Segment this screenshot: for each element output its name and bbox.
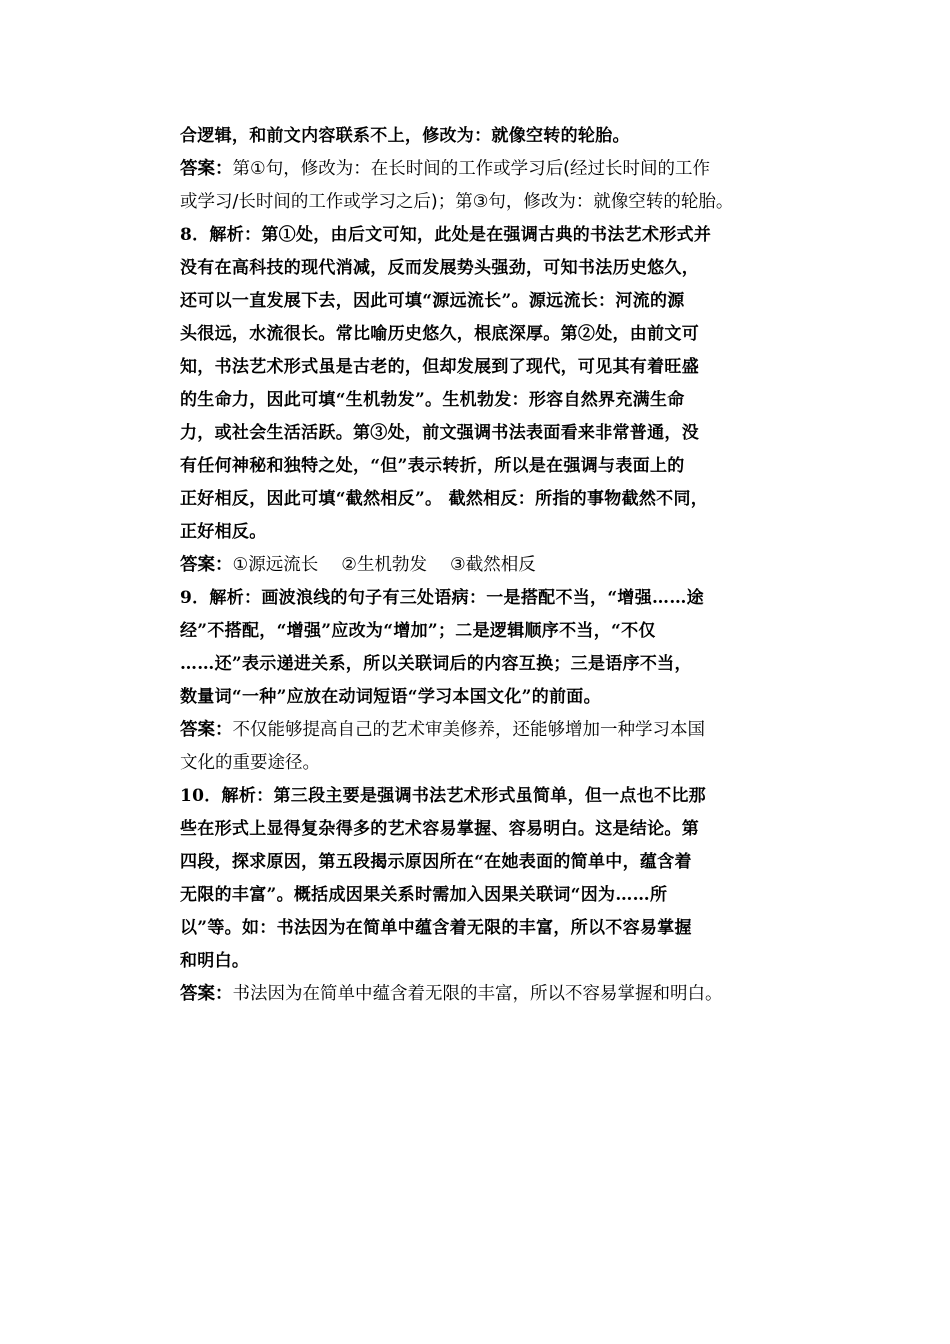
text-line bbox=[180, 516, 780, 549]
line-label: 答案： bbox=[180, 720, 233, 740]
line-text: 画波浪线的句子有三处语病：一是搭配不当，“增强……途 bbox=[261, 588, 704, 608]
text-line bbox=[180, 384, 780, 417]
line-label: 答案： bbox=[180, 159, 233, 179]
text-line bbox=[180, 153, 780, 186]
line-text: 知，书法艺术形式虽是古老的，但却发展到了现代，可见其有着旺盛 bbox=[180, 357, 699, 377]
line-label: 8．解析： bbox=[180, 225, 262, 245]
text-line bbox=[180, 285, 780, 318]
line-text: 文化的重要途径。 bbox=[180, 753, 320, 773]
line-text: 没有在高科技的现代消减，反而发展势头强劲，可知书法历史悠久， bbox=[180, 258, 699, 278]
text-line bbox=[180, 780, 780, 813]
line-text: 合逻辑，和前文内容联系不上，修改为：就像空转的轮胎。 bbox=[180, 126, 630, 146]
text-line bbox=[180, 252, 780, 285]
text-line bbox=[180, 846, 780, 879]
line-text: ……还”表示递进关系，所以关联词后的内容互换；三是语序不当， bbox=[180, 654, 692, 674]
line-text: 第①处，由后文可知，此处是在强调古典的书法艺术形式并 bbox=[261, 225, 712, 245]
text-line bbox=[180, 648, 780, 681]
text-line bbox=[180, 186, 780, 219]
line-text: 头很远，水流很长。常比喻历史悠久，根底深厚。第②处，由前文可 bbox=[180, 324, 699, 344]
text-line bbox=[180, 879, 780, 912]
text-line bbox=[180, 120, 780, 153]
line-text: 书法因为在简单中蕴含着无限的丰富，所以不容易掌握和明白。 bbox=[232, 984, 723, 1004]
line-text: 和明白。 bbox=[180, 951, 250, 971]
text-line bbox=[180, 714, 780, 747]
text-line bbox=[180, 945, 780, 978]
text-line bbox=[180, 450, 780, 483]
line-label: 答案： bbox=[180, 555, 233, 575]
line-label: 10．解析： bbox=[180, 786, 274, 806]
text-line bbox=[180, 417, 780, 450]
line-text: 有任何神秘和独特之处，“但”表示转折，所以是在强调与表面上的 bbox=[180, 456, 685, 476]
text-line bbox=[180, 912, 780, 945]
line-label: 答案： bbox=[180, 984, 233, 1004]
text-line bbox=[180, 318, 780, 351]
line-text: 以”等。如：书法因为在简单中蕴含着无限的丰富，所以不容易掌握 bbox=[180, 918, 692, 938]
line-text: 正好相反，因此可填“截然相反”。 截然相反：所指的事物截然不同， bbox=[180, 489, 709, 509]
line-text: 四段，探求原因，第五段揭示原因所在“在她表面的简单中，蕴含着 bbox=[180, 852, 692, 872]
text-line bbox=[180, 219, 780, 252]
text-line bbox=[180, 615, 780, 648]
text-line bbox=[180, 813, 780, 846]
text-line bbox=[180, 549, 780, 582]
line-text: 些在形式上显得复杂得多的艺术容易掌握、容易明白。这是结论。第 bbox=[180, 819, 699, 839]
line-text: 不仅能够提高自己的艺术审美修养，还能够增加一种学习本国 bbox=[232, 720, 705, 740]
line-text: 力，或社会生活活跃。第③处，前文强调书法表面看来非常普通，没 bbox=[180, 423, 699, 443]
line-text: 还可以一直发展下去，因此可填“源远流长”。源远流长：河流的源 bbox=[180, 291, 685, 311]
line-text: 经”不搭配，“增强”应改为“增加”；二是逻辑顺序不当，“不仅 bbox=[180, 621, 656, 641]
text-line bbox=[180, 483, 780, 516]
text-line bbox=[180, 582, 780, 615]
text-line bbox=[180, 351, 780, 384]
line-text: 正好相反。 bbox=[180, 522, 267, 542]
text-line bbox=[180, 978, 780, 1011]
line-text: 无限的丰富”。概括成因果关系时需加入因果关联词“因为……所 bbox=[180, 885, 668, 905]
line-text: 或学习/长时间的工作或学习之后)；第③句，修改为：就像空转的轮胎。 bbox=[180, 192, 734, 212]
line-text: ①源远流长 ②生机勃发 ③截然相反 bbox=[232, 555, 536, 575]
line-text: 的生命力，因此可填“生机勃发”。生机勃发：形容自然界充满生命 bbox=[180, 390, 685, 410]
document-page bbox=[180, 120, 780, 1011]
text-line bbox=[180, 747, 780, 780]
line-text: 第①句，修改为：在长时间的工作或学习后(经过长时间的工作 bbox=[232, 159, 711, 179]
line-text: 数量词“一种”应放在动词短语“学习本国文化”的前面。 bbox=[180, 687, 601, 707]
line-label: 9．解析： bbox=[180, 588, 262, 608]
line-text: 第三段主要是强调书法艺术形式虽简单，但一点也不比那 bbox=[273, 786, 706, 806]
text-line bbox=[180, 681, 780, 714]
